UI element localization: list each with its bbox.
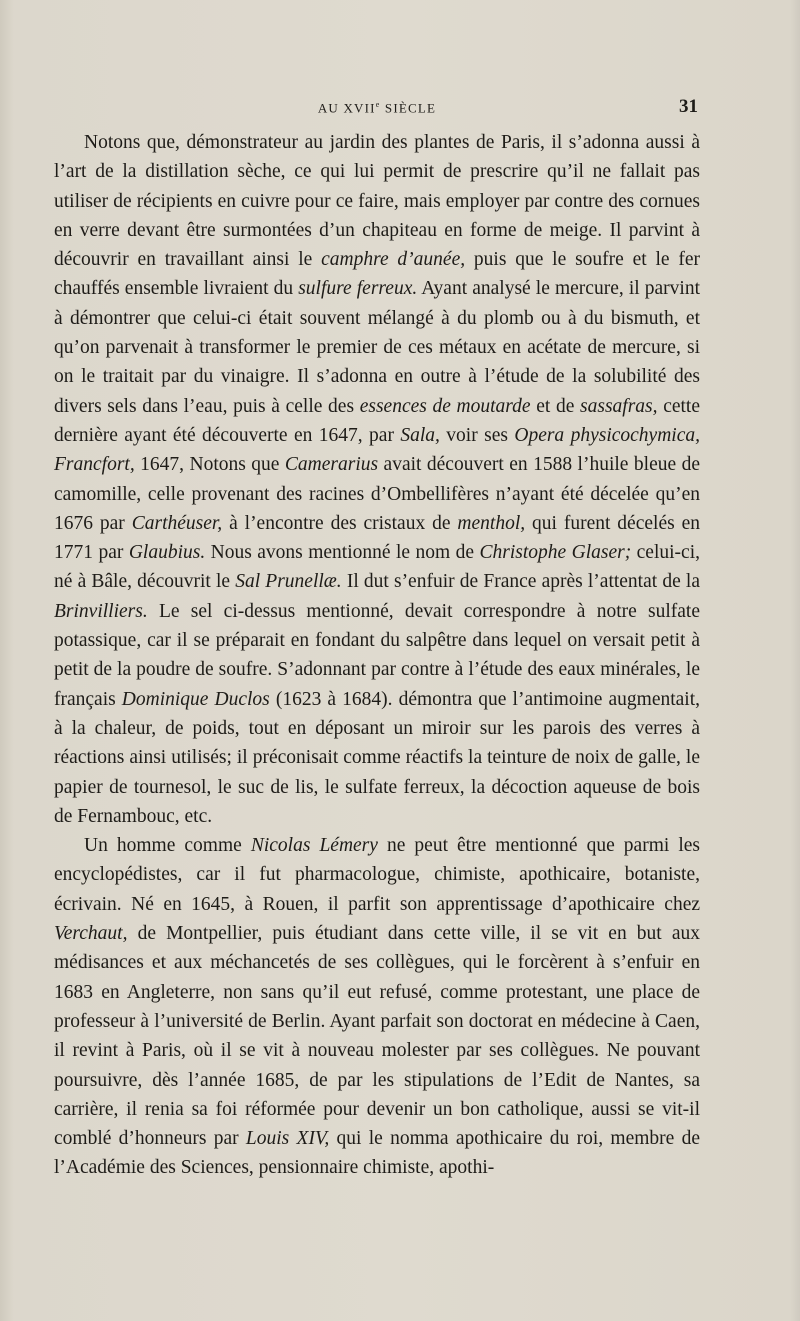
text-run: Le sel ci-dessus mentionné, devait correspondre à notre sulfate potassique, car il se préparait en fondant du salpêtre dans lequel on versait petit à petit de la poudre de soufre. S’adonnant par contre à l’étude des eaux minérales, le français [54, 600, 700, 710]
text-run: voir ses [439, 424, 515, 446]
italic-term: Glaubius. [128, 542, 206, 564]
italic-term: Opera physicochymica, Francfort, [54, 424, 700, 476]
text-run: avait découvert en 1588 l’huile bleue de camomille, celle provenant des racines d’Ombellifères n’ayant été décelée qu’en 1676 par [54, 454, 700, 534]
body-text [54, 128, 700, 1183]
text-run: Notons que, démonstrateur au jardin des plantes de Paris, il s’adonna aussi à l’art de la distillation sèche, ce qui lui permit de prescrire qu’il ne fallait pas utiliser de récipients en cuivre pour ce faire, mais employer par contre des cornues en verre devant être surmontées d’un chapiteau en forme de meige. Il parvint à découvrir en travaillant ainsi le [54, 132, 700, 271]
italic-term: Carthéuser, [131, 512, 223, 534]
text-run: qui le nomma apothicaire du roi, membre de l’Académie des Sciences, pensionnaire chimiste, apothi- [54, 1128, 700, 1179]
italic-term: Louis XIV, [245, 1128, 330, 1150]
text-run: puis que le soufre et le fer chauffés ensemble livraient du [54, 249, 700, 300]
text-run: cette dernière ayant été découverte en 1647, par [54, 395, 700, 446]
italic-term: Verchaut, [54, 923, 128, 945]
text-run: celui-ci, né à Bâle, découvrit le [54, 542, 700, 593]
text-run: qui furent décelés en 1771 par [54, 512, 700, 564]
text-run: Nous avons mentionné le nom de [205, 542, 480, 564]
italic-term: menthol, [457, 512, 526, 534]
text-run: Ayant analysé le mercure, il parvint à démontrer que celui-ci était souvent mélangé à du plomb ou à du bismuth, et qu’on parvenait à transformer le premier de ces métaux en acétate de mercure, si on le traitait par du vinaigre. Il s’adonna en outre à l’étude de la solubilité des divers sels dans l’eau, puis à celle des [54, 278, 700, 417]
page-number: 31 [679, 96, 698, 117]
text-run: ne peut être mentionné que parmi les encyclopédistes, car il fut pharmacologue, chimiste, apothicaire, botaniste, écrivain. Né en 1645, à Rouen, il parfit son apprentissage d’apothicaire chez [54, 835, 700, 915]
text-run: de Montpellier, puis étudiant dans cette ville, il se vit en but aux médisances et aux méchancetés de ses collègues, qui le forcèrent à s’enfuir en 1683 en Angleterre, non sans qu’il eut refusé, comme protestant, une place de professeur à l’université de Berlin. Ayant parfait son doctorat en médecine à Caen, il revint à Paris, où il se vit à nouveau molester par ses collègues. Ne pouvant poursuivre, dès l’année 1685, de par les stipulations de l’Edit de Nantes, sa carrière, il renia sa foi réformée pour devenir un bon catholique, aussi se vit-il comblé d’honneurs par [54, 923, 700, 1150]
text-run: Il dut s’enfuir de France après l’attentat de la [341, 571, 700, 593]
paragraph [54, 128, 700, 831]
running-title: AU XVIIe SIÈCLE [317, 100, 437, 116]
italic-term: sulfure ferreux. [298, 278, 418, 300]
italic-term: Camerarius [284, 454, 379, 476]
text-run: 1647, Notons que [134, 454, 285, 476]
text-run: à l’encontre des cristaux de [222, 512, 458, 534]
text-run: (1623 à 1684). démontra que l’antimoine augmentait, à la chaleur, de poids, tout en déposant un miroir sur les parois des verres à réactions ainsi utilisés; il préconisait comme réactifs la teinture de noix de galle, le papier de tournesol, le suc de lis, le sulfate ferreux, la décoction aqueuse de bois de Fernambouc, etc. [54, 688, 701, 827]
italic-term: essences de moutarde [359, 395, 531, 417]
italic-term: Sal Prunellæ. [235, 571, 342, 593]
italic-term: Nicolas Lémery [250, 835, 378, 857]
text-run: Un homme comme [84, 835, 251, 857]
italic-term: Brinvilliers. [54, 600, 148, 622]
page-header [54, 96, 700, 118]
italic-term: Christophe Glaser; [479, 542, 632, 564]
italic-term: sassafras, [580, 395, 658, 417]
italic-term: Sala, [400, 424, 440, 446]
paragraph [54, 831, 700, 1183]
italic-term: camphre d’aunée, [321, 249, 466, 271]
italic-term: Dominique Duclos [121, 688, 270, 710]
text-run: et de [530, 395, 581, 417]
